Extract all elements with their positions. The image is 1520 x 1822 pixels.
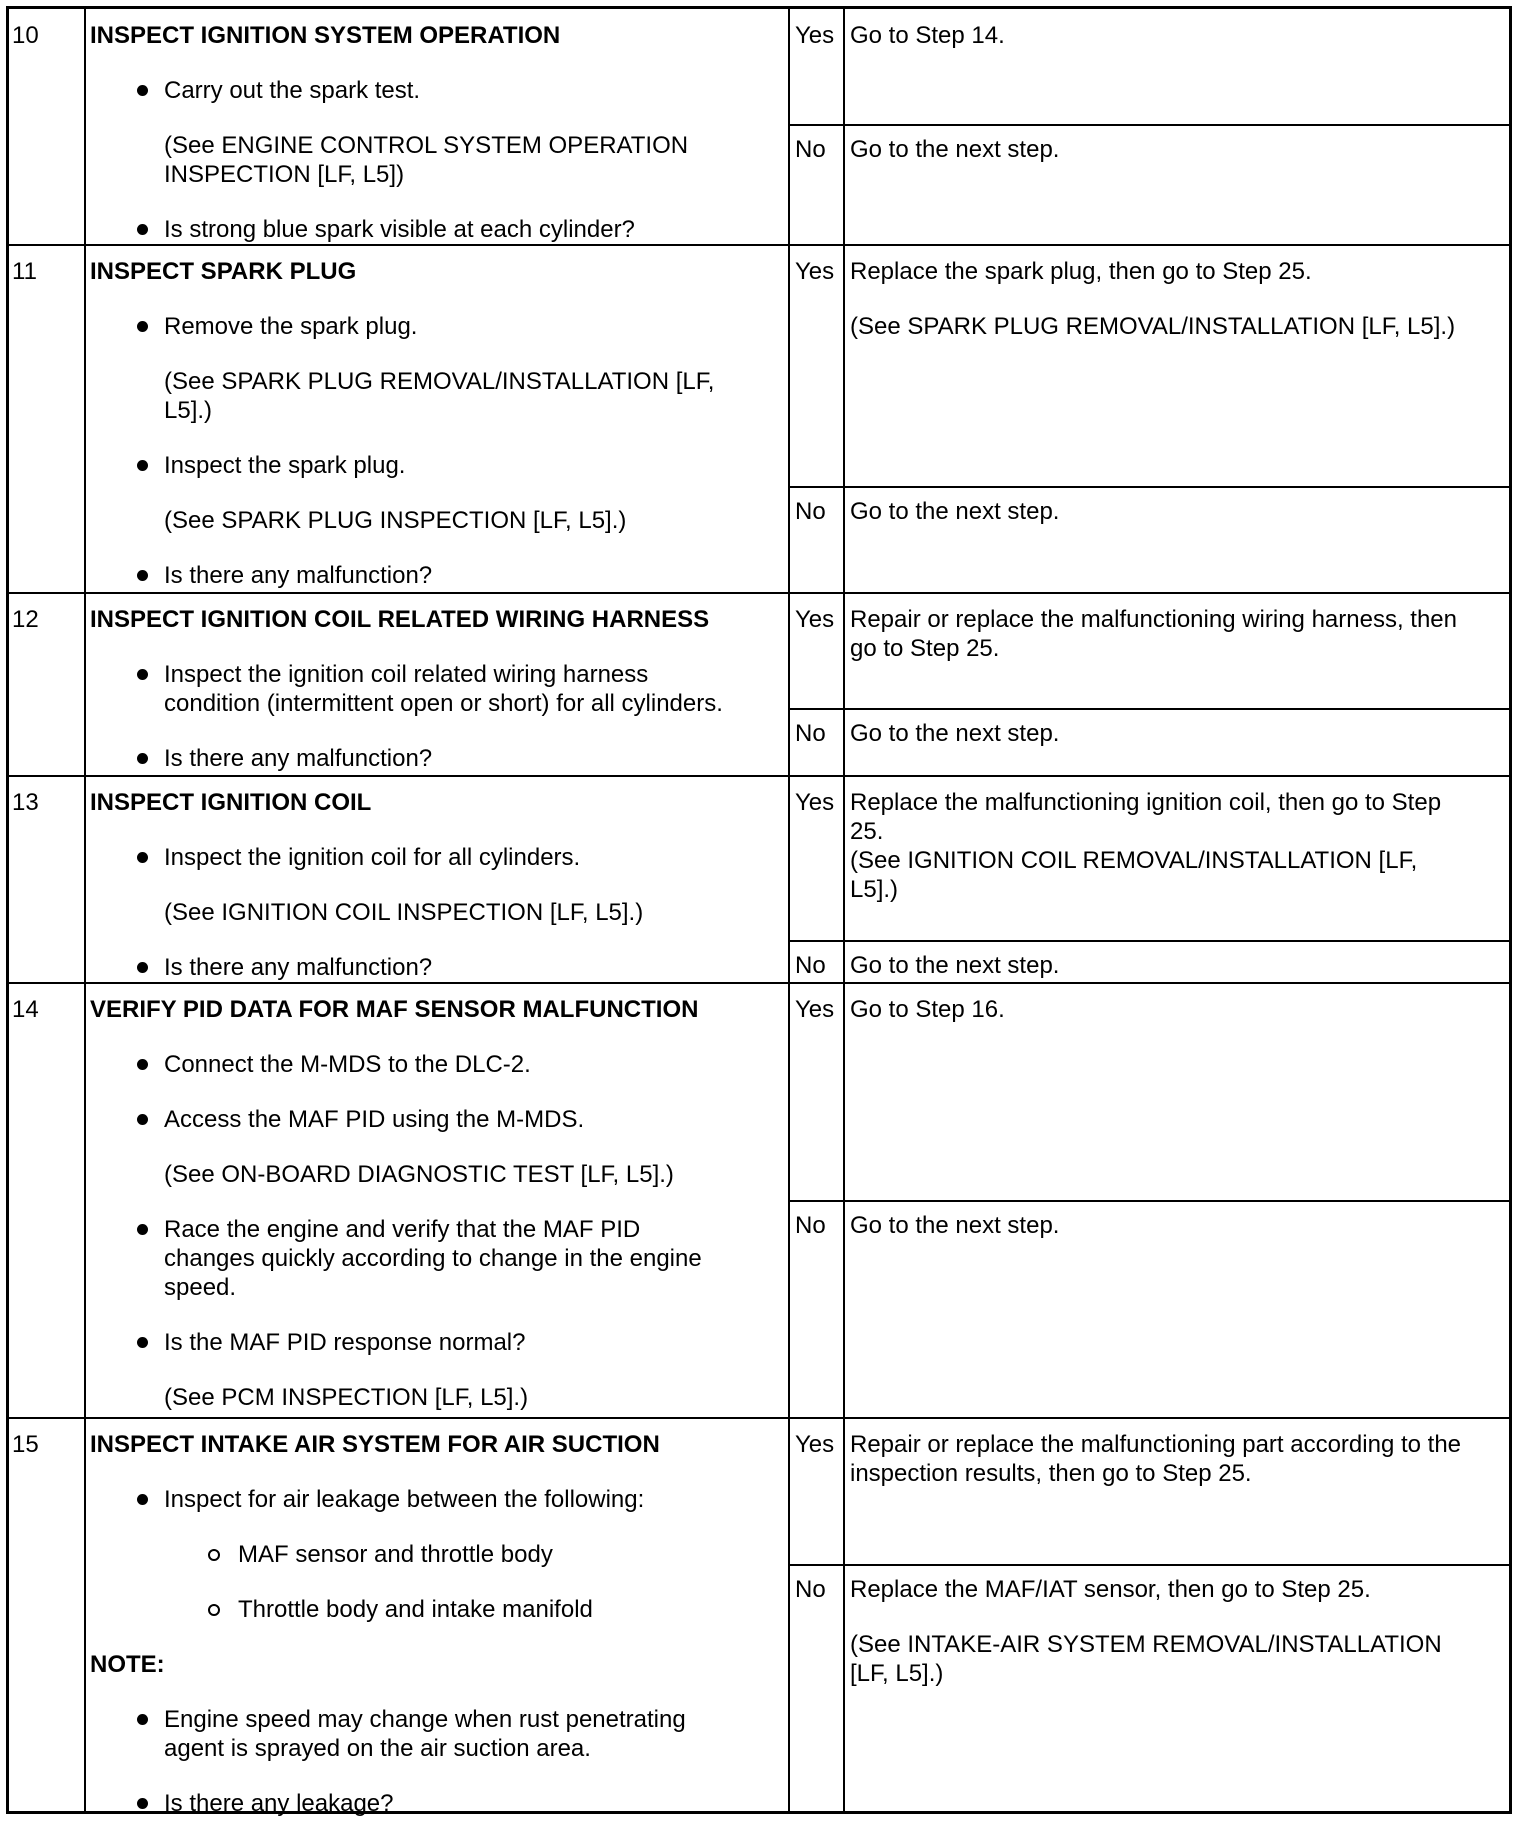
- no-result: [LF, L5].): [850, 1660, 944, 1687]
- yes-result: (See SPARK PLUG REMOVAL/INSTALLATION [LF, L5].): [850, 313, 1456, 340]
- no-result: Go to the next step.: [850, 498, 1060, 525]
- step-number: 10: [12, 22, 39, 49]
- step-instruction: Connect the M-MDS to the DLC-2.: [164, 1051, 531, 1078]
- sub-bullet-icon: [208, 1549, 220, 1561]
- yes-result: L5].): [850, 876, 899, 903]
- bullet-icon: [137, 1798, 148, 1809]
- step-sub-instruction: MAF sensor and throttle body: [238, 1541, 553, 1568]
- step-reference: INSPECTION [LF, L5]): [164, 161, 405, 188]
- bullet-icon: [137, 1714, 148, 1725]
- step-instruction: speed.: [164, 1274, 237, 1301]
- no-label: No: [795, 1212, 826, 1239]
- no-result: Go to the next step.: [850, 136, 1060, 163]
- yes-result: Repair or replace the malfunctioning wiring harness, then: [850, 606, 1457, 633]
- step-instruction: Engine speed may change when rust penetrating: [164, 1706, 686, 1733]
- bullet-icon: [137, 1337, 148, 1348]
- bullet-icon: [137, 962, 148, 973]
- bullet-icon: [137, 85, 148, 96]
- step-instruction: Is strong blue spark visible at each cylinder?: [164, 216, 635, 243]
- step-reference: (See ON-BOARD DIAGNOSTIC TEST [LF, L5].): [164, 1161, 674, 1188]
- no-label: No: [795, 498, 826, 525]
- step-instruction: changes quickly according to change in the engine: [164, 1245, 702, 1272]
- bullet-icon: [137, 321, 148, 332]
- step-instruction: Is there any malfunction?: [164, 745, 433, 772]
- step-instruction: Inspect the ignition coil related wiring harness: [164, 661, 649, 688]
- row-divider: [8, 775, 1512, 777]
- step-reference: (See PCM INSPECTION [LF, L5].): [164, 1384, 529, 1411]
- answer-divider: [788, 1200, 1512, 1202]
- bullet-icon: [137, 852, 148, 863]
- column-divider: [788, 8, 790, 1812]
- yes-label: Yes: [795, 22, 835, 49]
- yes-label: Yes: [795, 789, 835, 816]
- step-instruction: condition (intermittent open or short) for all cylinders.: [164, 690, 723, 717]
- step-title: VERIFY PID DATA FOR MAF SENSOR MALFUNCTION: [90, 996, 699, 1023]
- yes-result: Repair or replace the malfunctioning part according to the: [850, 1431, 1462, 1458]
- no-label: No: [795, 1576, 826, 1603]
- step-reference: (See SPARK PLUG REMOVAL/INSTALLATION [LF,: [164, 368, 715, 395]
- no-result: Go to the next step.: [850, 952, 1060, 979]
- bullet-icon: [137, 1114, 148, 1125]
- step-reference: L5].): [164, 397, 213, 424]
- row-divider: [8, 592, 1512, 594]
- step-instruction: Inspect the spark plug.: [164, 452, 406, 479]
- answer-divider: [788, 1564, 1512, 1566]
- yes-label: Yes: [795, 258, 835, 285]
- yes-label: Yes: [795, 1431, 835, 1458]
- step-title: INSPECT IGNITION COIL RELATED WIRING HARNESS: [90, 606, 710, 633]
- row-divider: [8, 1417, 1512, 1419]
- step-title: INSPECT IGNITION SYSTEM OPERATION: [90, 22, 561, 49]
- step-instruction: Carry out the spark test.: [164, 77, 421, 104]
- step-instruction: Race the engine and verify that the MAF PID: [164, 1216, 641, 1243]
- sub-bullet-icon: [208, 1604, 220, 1616]
- step-reference: (See IGNITION COIL INSPECTION [LF, L5].): [164, 899, 644, 926]
- bullet-icon: [137, 753, 148, 764]
- no-result: Replace the MAF/IAT sensor, then go to Step 25.: [850, 1576, 1371, 1603]
- step-number: 13: [12, 789, 39, 816]
- yes-result: Go to Step 14.: [850, 22, 1005, 49]
- step-sub-instruction: Throttle body and intake manifold: [238, 1596, 593, 1623]
- bullet-icon: [137, 224, 148, 235]
- step-reference: (See SPARK PLUG INSPECTION [LF, L5].): [164, 507, 627, 534]
- answer-divider: [788, 940, 1512, 942]
- yes-result: Go to Step 16.: [850, 996, 1005, 1023]
- step-instruction: Is the MAF PID response normal?: [164, 1329, 526, 1356]
- step-instruction: Inspect for air leakage between the following:: [164, 1486, 645, 1513]
- no-result: (See INTAKE-AIR SYSTEM REMOVAL/INSTALLATION: [850, 1631, 1442, 1658]
- step-instruction: Inspect the ignition coil for all cylinders.: [164, 844, 581, 871]
- step-title: INSPECT IGNITION COIL: [90, 789, 372, 816]
- answer-divider: [788, 124, 1512, 126]
- no-label: No: [795, 136, 826, 163]
- bullet-icon: [137, 1059, 148, 1070]
- bullet-icon: [137, 669, 148, 680]
- step-title: INSPECT SPARK PLUG: [90, 258, 357, 285]
- column-divider: [843, 8, 845, 1812]
- yes-result: (See IGNITION COIL REMOVAL/INSTALLATION [LF,: [850, 847, 1418, 874]
- yes-label: Yes: [795, 996, 835, 1023]
- step-title: INSPECT INTAKE AIR SYSTEM FOR AIR SUCTION: [90, 1431, 660, 1458]
- step-instruction: Is there any leakage?: [164, 1790, 394, 1817]
- bullet-icon: [137, 1494, 148, 1505]
- yes-result: Replace the spark plug, then go to Step 25.: [850, 258, 1312, 285]
- no-label: No: [795, 720, 826, 747]
- bullet-icon: [137, 570, 148, 581]
- step-instruction: Is there any malfunction?: [164, 954, 433, 981]
- yes-result: inspection results, then go to Step 25.: [850, 1460, 1252, 1487]
- row-divider: [8, 244, 1512, 246]
- no-label: No: [795, 952, 826, 979]
- step-reference: (See ENGINE CONTROL SYSTEM OPERATION: [164, 132, 689, 159]
- column-divider: [84, 8, 86, 1812]
- no-result: Go to the next step.: [850, 720, 1060, 747]
- answer-divider: [788, 708, 1512, 710]
- step-instruction: Remove the spark plug.: [164, 313, 418, 340]
- yes-result: go to Step 25.: [850, 635, 1000, 662]
- yes-result: Replace the malfunctioning ignition coil, then go to Step: [850, 789, 1442, 816]
- row-divider: [8, 982, 1512, 984]
- answer-divider: [788, 486, 1512, 488]
- step-instruction: Access the MAF PID using the M-MDS.: [164, 1106, 585, 1133]
- no-result: Go to the next step.: [850, 1212, 1060, 1239]
- step-number: 12: [12, 606, 39, 633]
- note-label: NOTE:: [90, 1651, 165, 1678]
- step-number: 11: [12, 258, 37, 285]
- bullet-icon: [137, 1224, 148, 1235]
- yes-label: Yes: [795, 606, 835, 633]
- step-instruction: agent is sprayed on the air suction area.: [164, 1735, 591, 1762]
- step-number: 15: [12, 1431, 39, 1458]
- step-number: 14: [12, 996, 39, 1023]
- yes-result: 25.: [850, 818, 884, 845]
- step-instruction: Is there any malfunction?: [164, 562, 433, 589]
- bullet-icon: [137, 460, 148, 471]
